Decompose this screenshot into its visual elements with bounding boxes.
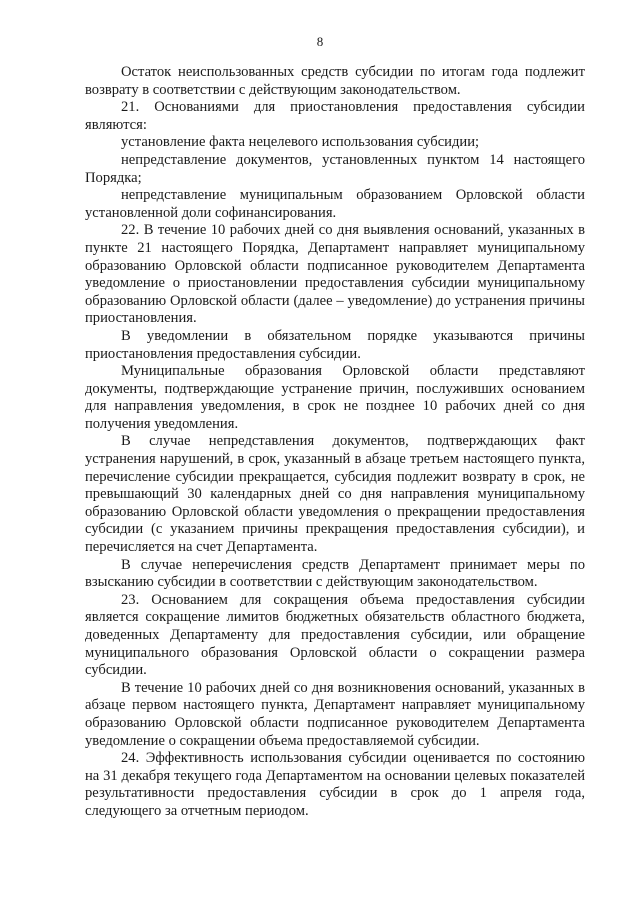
paragraph-22-municipal-documents: Муниципальные образования Орловской области представляют документы, подтверждающие устранение причин, послуживших основанием для направления уведомления, в срок не позднее 10 рабочих дней со дня получения уведомления.: [85, 363, 585, 432]
paragraph-22-return: В случае непредставления документов, подтверждающих факт устранения нарушений, в срок, указанный в абзаце третьем настоящего пункта, перечисление субсидии прекращается, субсидия подлежит возврату в срок, не превышающий 30 календарных дней со дня направления муниципальному образованию Орловской области уведомления о прекращении предоставления субсидии (с указанием причины прекращения предоставления субсидии), и перечисляется на счет Департамента.: [85, 433, 585, 556]
paragraph-22-notification: 22. В течение 10 рабочих дней со дня выявления оснований, указанных в пункте 21 настоящего Порядка, Департамент направляет муниципальному образованию Орловской области подписанное руководителем Департамента уведомление о приостановлении предоставления субсидии муниципальному образованию Орловской области (далее – уведомление) до устранения причины приостановления.: [85, 222, 585, 327]
paragraph-21-grounds-suspension: 21. Основаниями для приостановления предоставления субсидии являются:: [85, 99, 585, 133]
paragraph-22-recovery: В случае неперечисления средств Департамент принимает меры по взысканию субсидии в соответствии с действующим законодательством.: [85, 556, 585, 591]
paragraph-22-reasons: В уведомлении в обязательном порядке указываются причины приостановления предоставления субсидии.: [85, 327, 585, 362]
paragraph-23-notice: В течение 10 рабочих дней со дня возникновения оснований, указанных в абзаце первом настоящего пункта, Департамент направляет муниципальному образованию Орловской области подписанное руководителем Департамента уведомление о сокращении объема предоставляемой субсидии.: [85, 679, 585, 749]
document-body: [85, 64, 585, 821]
page-number: 8: [316, 34, 324, 49]
paragraph-23-reduction: 23. Основанием для сокращения объема предоставления субсидии является сокращение лимитов бюджетных обязательств областного бюджета, доведенных Департаменту для предоставления субсидии, или обращение муниципального образования Орловской области о сокращении размера субсидии.: [85, 591, 585, 679]
paragraph-21-cofinancing: непредставление муниципальным образованием Орловской области установленной доли софинансирования.: [85, 187, 585, 221]
paragraph-24-efficiency: 24. Эффективность использования субсидии оценивается по состоянию на 31 декабря текущего года Департаментом на основании целевых показателей результативности предоставления субсидии в срок до 1 апреля года, следующего за отчетным периодом.: [85, 750, 585, 819]
paragraph-21-misuse: установление факта нецелевого использования субсидии;: [121, 134, 480, 151]
paragraph-21-documents: непредставление документов, установленных пунктом 14 настоящего Порядка;: [85, 151, 585, 186]
paragraph-remaining-funds: Остаток неиспользованных средств субсидии по итогам года подлежит возврату в соответствии с действующим законодательством.: [85, 64, 585, 98]
